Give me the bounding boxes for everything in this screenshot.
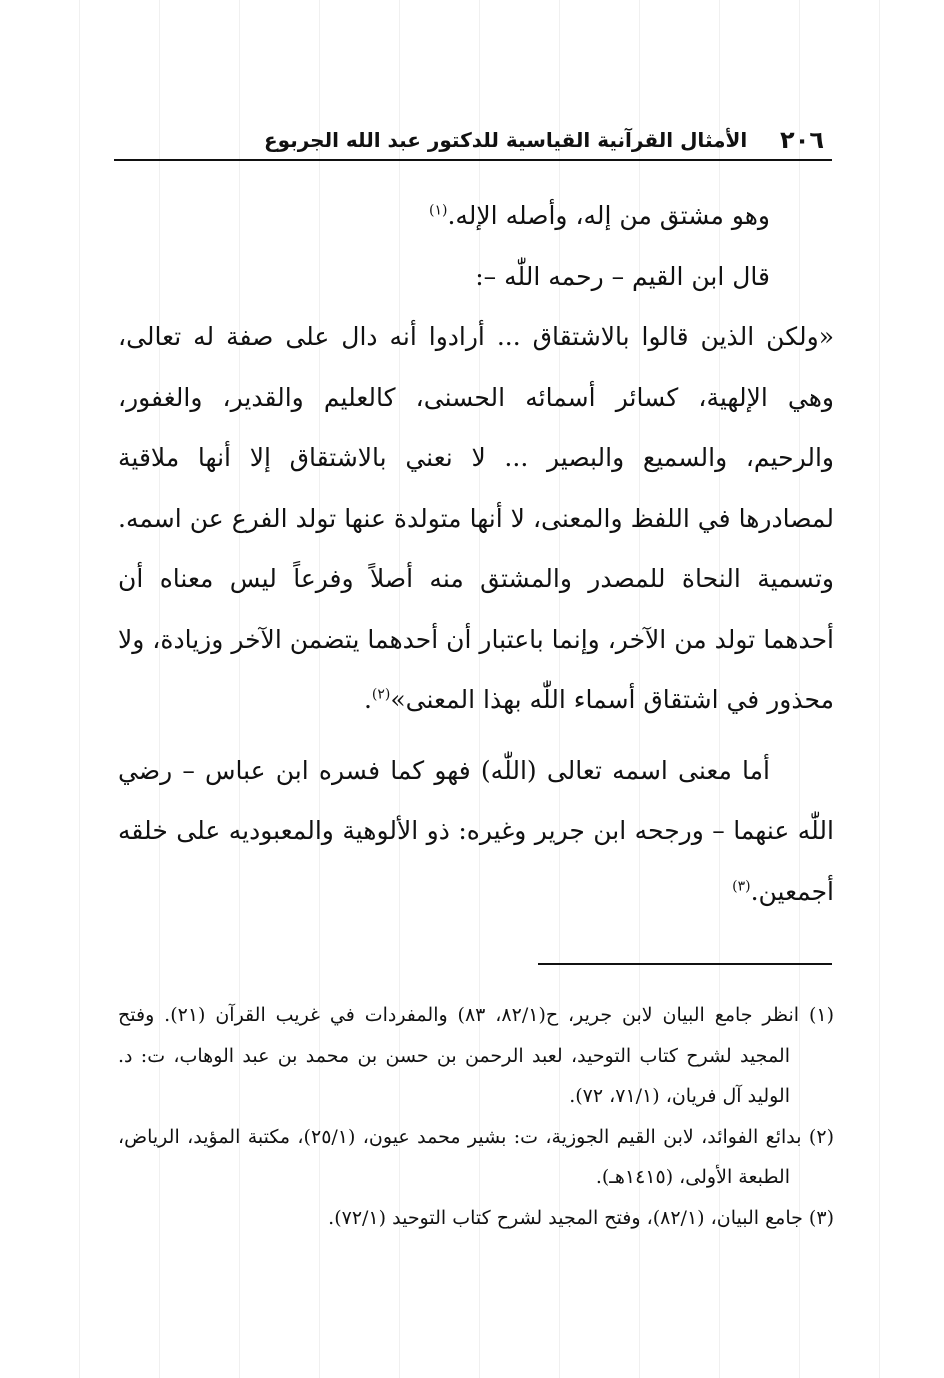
footnote-separator [538,963,832,965]
footnote: (١) انظر جامع البيان لابن جرير، ح(٨٢/١، ٨٣) والمفردات في غريب القرآن (٢١). وفتح المجيد لشرح كتاب التوحيد، لعبد الرحمن بن حسن بن محمد بن عبد الوهاب، ت: د. الوليد آل فريان، (٧١/١، ٧٢). [118,1004,835,1107]
paragraph [118,247,834,308]
footnote-ref: (١) [428,202,448,219]
paragraph-text: «ولكن الذين قالوا بالاشتقاق ... أرادوا أنه دال على صفة له تعالى، وهي الإلهية، كسائر أسمائه الحسنى، كالعليم والقدير، والغفور، والرحيم، والسميع والبصير ... لا نعني بالاشتقاق إلا أنها ملاقية لمصادرها في اللفظ والمعنى، لا أنها متولدة عنها تولد الفرع عن اسمه. وتسمية النحاة للمصدر والمشتق منه أصلاً وفرعاً ليس معناه أن أحدهما تولد من الآخر، وإنما باعتبار أن أحدهما يتضمن الآخر وزيادة، ولا محذور في اشتقاق أسماء اللّٰه بهذا المعنى» [118,322,834,714]
footnotes [118,995,834,1238]
paragraph-text: قال ابن القيم – رحمه اللّٰه –: [475,261,770,291]
header-rule [114,159,832,161]
footnote: (٢) بدائع الفوائد، لابن القيم الجوزية، ت: بشير محمد عيون، (٢٥/١)، مكتبة المؤيد، الرياض، الطبعة الأولى، (١٤١٥هـ). [118,1125,834,1188]
paragraph [118,186,834,247]
paragraph [118,741,834,923]
page-header [114,122,832,158]
page-number: ٢٠٦ [780,126,824,154]
footnote-ref: (٣) [732,878,751,895]
running-title: الأمثال القرآنية القياسية للدكتور عبد الله الجربوع [264,128,748,152]
footnote: (٣) جامع البيان، (٨٢/١)، وفتح المجيد لشرح كتاب التوحيد (٧٢/١). [328,1206,834,1229]
quote-paragraph [118,307,834,731]
paragraph-text: أما معنى اسمه تعالى (اللّٰه) فهو كما فسره ابن عباس – رضي اللّٰه عنهما – ورجحه ابن جرير وغيره: ذو الألوهية والمعبوديه على خلقه أجمعين. [118,755,834,906]
main-text [118,186,834,922]
paragraph-text: وهو مشتق من إله، وأصله الإله. [447,201,770,230]
footnote-ref: (٢) [371,686,391,703]
paragraph-tail: . [363,685,372,714]
